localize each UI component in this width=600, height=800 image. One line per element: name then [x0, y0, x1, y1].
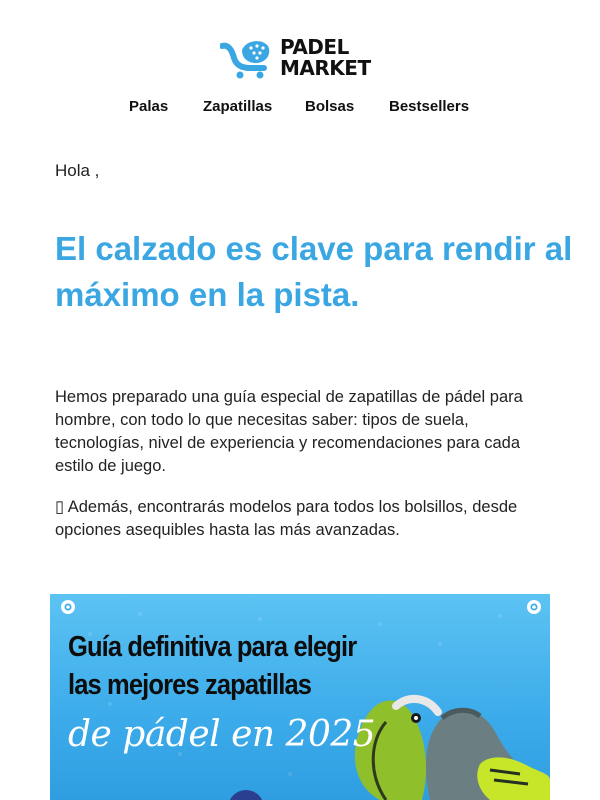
logo-line-1: PADEL	[280, 35, 349, 59]
logo-line-2: MARKET	[280, 56, 371, 80]
nav-link-zapatillas[interactable]: Zapatillas	[203, 98, 273, 115]
greeting: Hola ,	[55, 161, 100, 180]
main-nav	[0, 98, 600, 118]
padel-market-logo[interactable]	[220, 36, 382, 80]
padel-ball-illustration	[228, 790, 264, 800]
nav-link-bestsellers[interactable]: Bestsellers	[389, 98, 470, 115]
budget-paragraph: ▯ Además, encontrarás modelos para todos los bolsillos, desde opciones asequibles hasta las más avanzadas.	[55, 498, 518, 539]
guide-banner[interactable]	[50, 594, 550, 800]
intro-paragraph: Hemos preparado una guía especial de zapatillas de pádel para hombre, con todo lo que necesitas saber: tipos de suela, tecnologías, nivel de experiencia y recomendaciones para cada estilo de juego.	[55, 388, 523, 475]
email-header	[0, 0, 600, 140]
headline: El calzado es clave para rendir al máximo en la pista.	[55, 230, 573, 313]
nav-link-palas[interactable]: Palas	[129, 98, 169, 115]
shopping-cart-icon	[220, 36, 274, 80]
corner-rivet-icon	[527, 600, 541, 614]
nav-link-bolsas[interactable]: Bolsas	[305, 98, 355, 115]
banner-subtitle: de pádel en 2025	[68, 714, 376, 755]
padel-shoes-illustration	[355, 699, 550, 800]
corner-rivet-icon	[61, 600, 75, 614]
banner-title: Guía definitiva para elegir las mejores zapatillas	[68, 631, 357, 701]
logo-wordmark	[280, 37, 371, 79]
